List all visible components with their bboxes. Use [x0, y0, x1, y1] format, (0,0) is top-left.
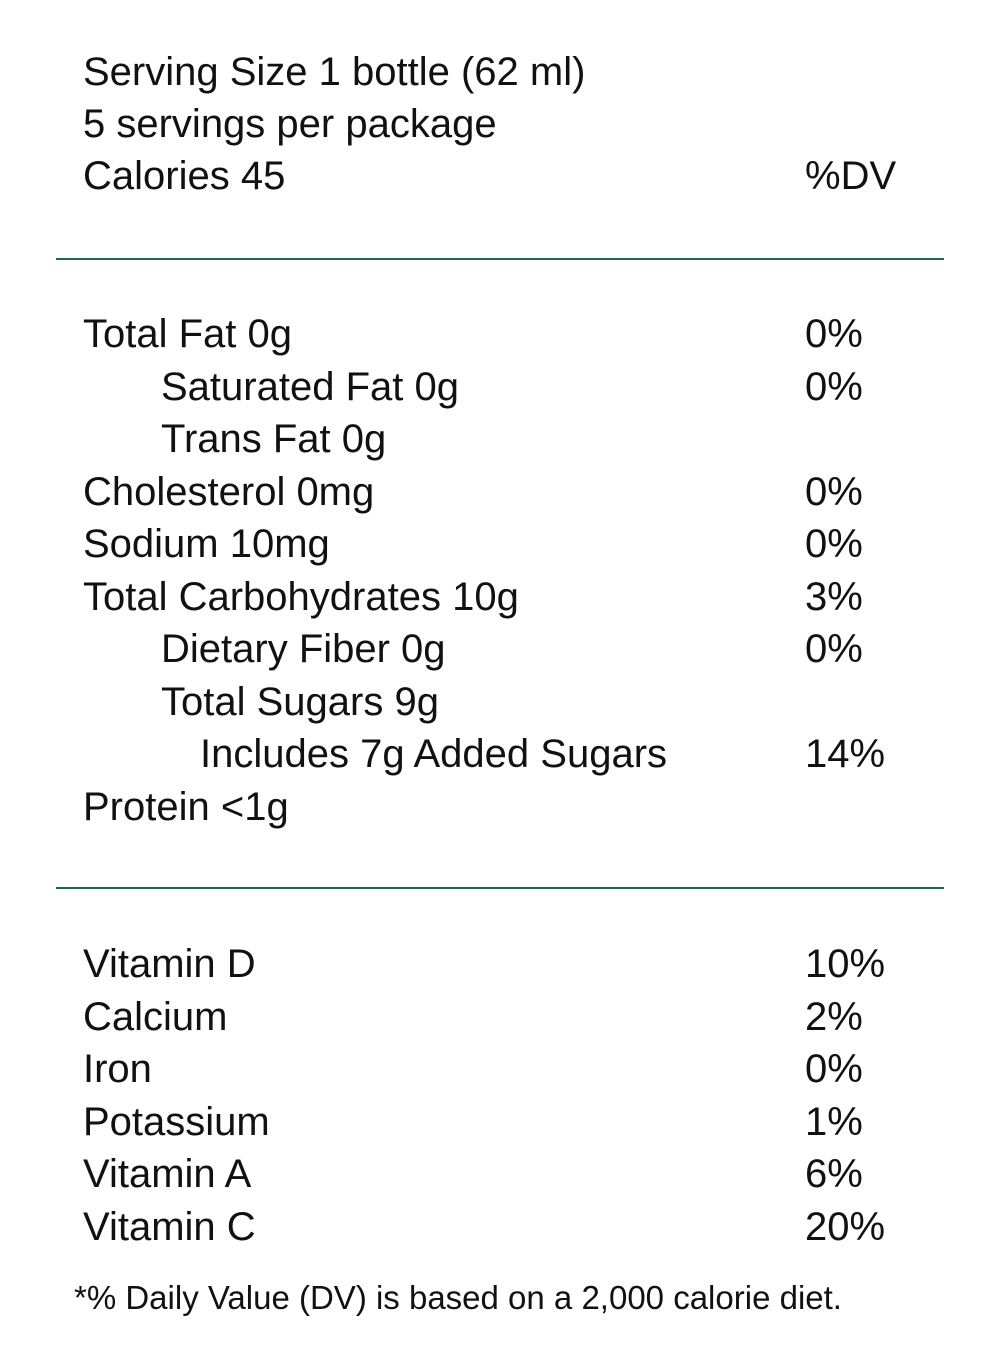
nutrient-row-total-sugars — [0, 676, 1000, 728]
vitamin-dv: 10% — [805, 942, 886, 986]
vitamin-label: Vitamin A — [83, 1152, 252, 1196]
servings-per-package: 5 servings per package — [83, 102, 497, 146]
nutrient-row-dietary-fiber — [0, 623, 1000, 675]
nutrient-label: Dietary Fiber 0g — [161, 627, 446, 671]
nutrient-label: Saturated Fat 0g — [161, 365, 459, 409]
nutrient-row-trans-fat — [0, 413, 1000, 465]
nutrient-dv: 14% — [805, 732, 886, 776]
nutrient-row-protein — [0, 781, 1000, 833]
nutrient-dv: 0% — [805, 312, 863, 356]
vitamin-dv: 20% — [805, 1205, 886, 1249]
vitamin-row-vitamin-a — [0, 1148, 1000, 1200]
nutrient-label: Protein <1g — [83, 785, 289, 829]
vitamin-label: Vitamin C — [83, 1205, 256, 1249]
nutrient-dv: 0% — [805, 627, 863, 671]
nutrient-row-sodium — [0, 518, 1000, 570]
vitamin-label: Vitamin D — [83, 942, 256, 986]
nutrient-dv: 0% — [805, 365, 863, 409]
servings-per-package-row — [0, 98, 1000, 150]
vitamin-row-potassium — [0, 1096, 1000, 1148]
vitamin-row-vitamin-c — [0, 1201, 1000, 1253]
nutrient-dv: 3% — [805, 575, 863, 619]
vitamin-row-iron — [0, 1043, 1000, 1095]
vitamin-row-vitamin-d — [0, 938, 1000, 990]
nutrient-label: Cholesterol 0mg — [83, 470, 375, 514]
nutrient-label: Total Sugars 9g — [161, 680, 439, 724]
serving-size-row — [0, 46, 1000, 98]
vitamin-label: Calcium — [83, 995, 228, 1039]
vitamin-dv: 6% — [805, 1152, 863, 1196]
nutrient-label: Trans Fat 0g — [161, 417, 387, 461]
nutrient-row-added-sugars — [0, 728, 1000, 780]
nutrient-dv: 0% — [805, 522, 863, 566]
vitamin-label: Iron — [83, 1047, 152, 1091]
divider-bottom — [56, 887, 944, 889]
nutrient-row-total-fat — [0, 308, 1000, 360]
nutrient-label: Sodium 10mg — [83, 522, 330, 566]
nutrient-dv: 0% — [805, 470, 863, 514]
daily-value-footnote: *% Daily Value (DV) is based on a 2,000 calorie diet. — [74, 1279, 842, 1316]
nutrient-label: Total Fat 0g — [83, 312, 293, 356]
calories-row — [0, 150, 1000, 202]
calories: Calories 45 — [83, 154, 286, 198]
nutrient-row-cholesterol — [0, 466, 1000, 518]
nutrient-label: Includes 7g Added Sugars — [200, 732, 668, 776]
vitamin-dv: 2% — [805, 995, 863, 1039]
divider-top — [56, 258, 944, 260]
vitamin-dv: 0% — [805, 1047, 863, 1091]
nutrient-row-total-carbohydrates — [0, 571, 1000, 623]
vitamin-label: Potassium — [83, 1100, 270, 1144]
nutrient-row-saturated-fat — [0, 361, 1000, 413]
vitamin-dv: 1% — [805, 1100, 863, 1144]
nutrient-label: Total Carbohydrates 10g — [83, 575, 519, 619]
dv-heading: %DV — [805, 154, 897, 198]
serving-size: Serving Size 1 bottle (62 ml) — [83, 50, 586, 94]
vitamin-row-calcium — [0, 991, 1000, 1043]
